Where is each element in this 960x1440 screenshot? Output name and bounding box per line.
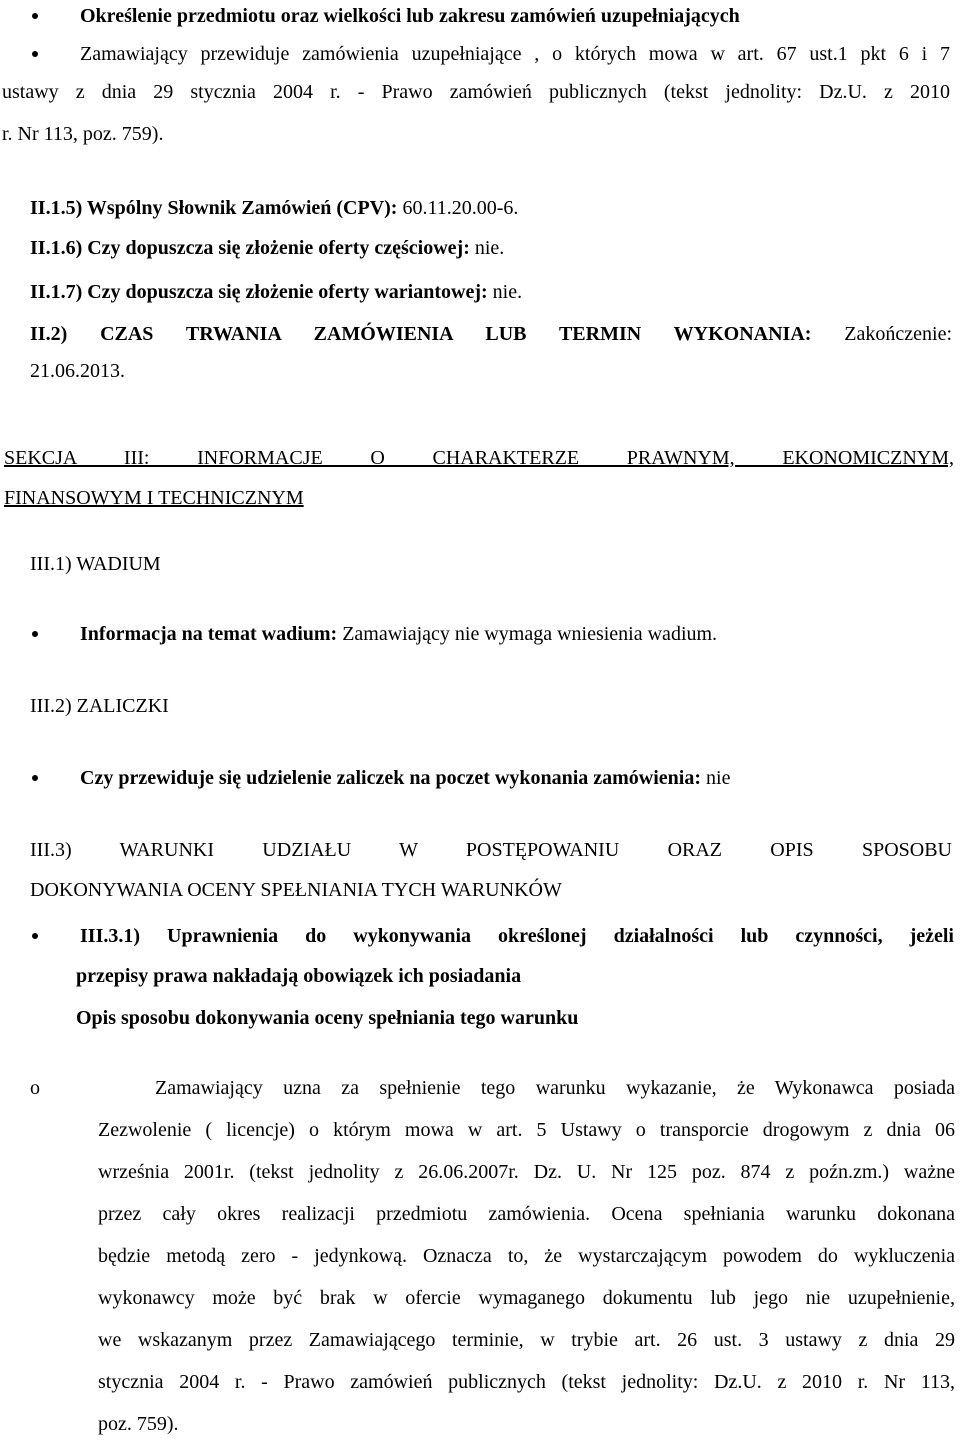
- duration-date: 21.06.2013.: [30, 360, 125, 382]
- paragraph-line: Zamawiający uzna za spełnienie tego warunku wykazanie, że Wykonawca posiada: [155, 1077, 955, 1099]
- opis-sposobu-heading: Opis sposobu dokonywania oceny spełniania tego warunku: [76, 1007, 579, 1029]
- zaliczki-value: nie: [701, 767, 731, 789]
- item-text-line: r. Nr 113, poz. 759).: [2, 123, 164, 145]
- cpv-value: 60.11.20.00-6.: [397, 197, 519, 219]
- cpv-label: II.1.5) Wspólny Słownik Zamówień (CPV):: [30, 197, 398, 219]
- warunki-heading: III.3) WARUNKI UDZIAŁU W POSTĘPOWANIU ORAZ OPIS SPOSOBU: [30, 839, 952, 861]
- bullet-dot: [32, 51, 38, 57]
- wadium-heading: III.1) WADIUM: [30, 553, 161, 575]
- uprawnienia-heading-cont: przepisy prawa nakładają obowiązek ich posiadania: [76, 965, 522, 987]
- bullet-dot: [32, 933, 38, 939]
- item-text-line: Zamawiający przewiduje zamówienia uzupełniające , o których mowa w art. 67 ust.1 pkt 6 i 7: [80, 43, 950, 65]
- paragraph-line: stycznia 2004 r. - Prawo zamówień publicznych (tekst jednolity: Dz.U. z 2010 r. Nr 113,: [98, 1371, 955, 1393]
- variant-offer-label: II.1.7) Czy dopuszcza się złożenie oferty wariantowej:: [30, 281, 488, 303]
- zaliczki-label: Czy przewiduje się udzielenie zaliczek na poczet wykonania zamówienia:: [80, 767, 702, 789]
- duration-label: II.2) CZAS TRWANIA ZAMÓWIENIA LUB TERMIN WYKONANIA:: [30, 323, 812, 345]
- paragraph-line: będzie metodą zero - jedynkową. Oznacza to, że wystarczającym powodem do wykluczenia: [98, 1245, 955, 1267]
- variant-offer-value: nie.: [487, 281, 523, 303]
- paragraph-line: we wskazanym przez Zamawiającego terminie, w trybie art. 26 ust. 3 ustawy z dnia 29: [98, 1329, 955, 1351]
- circle-bullet: o: [30, 1077, 40, 1099]
- paragraph-line: przez cały okres realizacji przedmiotu zamówienia. Ocena spełniania warunku dokonana: [98, 1203, 955, 1225]
- partial-offer-row: [30, 236, 504, 260]
- duration-value: Zakończenie:: [844, 323, 952, 345]
- bullet-dot: [32, 13, 38, 19]
- item-title-uzupelniajace: Określenie przedmiotu oraz wielkości lub zakresu zamówień uzupełniających: [80, 5, 740, 27]
- uprawnienia-heading: III.3.1) Uprawnienia do wykonywania określonej działalności lub czynności, jeżeli: [80, 925, 954, 947]
- partial-offer-label: II.1.6) Czy dopuszcza się złożenie oferty częściowej:: [30, 237, 470, 259]
- variant-offer-row: [30, 280, 522, 304]
- wadium-row: [80, 622, 717, 646]
- duration-row: [30, 322, 952, 346]
- section-heading: SEKCJA III: INFORMACJE O CHARAKTERZE PRAWNYM, EKONOMICZNYM,: [4, 447, 954, 469]
- zaliczki-row: [80, 766, 730, 790]
- section-heading-cont: FINANSOWYM I TECHNICZNYM: [4, 487, 304, 509]
- zaliczki-heading: III.2) ZALICZKI: [30, 695, 169, 717]
- wadium-value: Zamawiający nie wymaga wniesienia wadium.: [337, 623, 718, 645]
- item-text-line: ustawy z dnia 29 stycznia 2004 r. - Prawo zamówień publicznych (tekst jednolity: Dz.U. z 2010: [2, 81, 950, 103]
- paragraph-line: wykonawcy może być brak w ofercie wymaganego dokumentu lub jego nie uzupełnienie,: [98, 1287, 955, 1309]
- partial-offer-value: nie.: [469, 237, 505, 259]
- bullet-dot: [32, 631, 38, 637]
- paragraph-line: Zezwolenie ( licencje) o którym mowa w art. 5 Ustawy o transporcie drogowym z dnia 06: [98, 1119, 955, 1141]
- bullet-dot: [32, 775, 38, 781]
- warunki-heading-cont: DOKONYWANIA OCENY SPEŁNIANIA TYCH WARUNKÓW: [30, 879, 562, 901]
- paragraph-line: września 2001r. (tekst jednolity z 26.06.2007r. Dz. U. Nr 125 poz. 874 z poźn.zm.) ważne: [98, 1161, 955, 1183]
- wadium-label: Informacja na temat wadium:: [80, 623, 338, 645]
- cpv-row: [30, 196, 518, 220]
- paragraph-line: poz. 759).: [98, 1413, 179, 1435]
